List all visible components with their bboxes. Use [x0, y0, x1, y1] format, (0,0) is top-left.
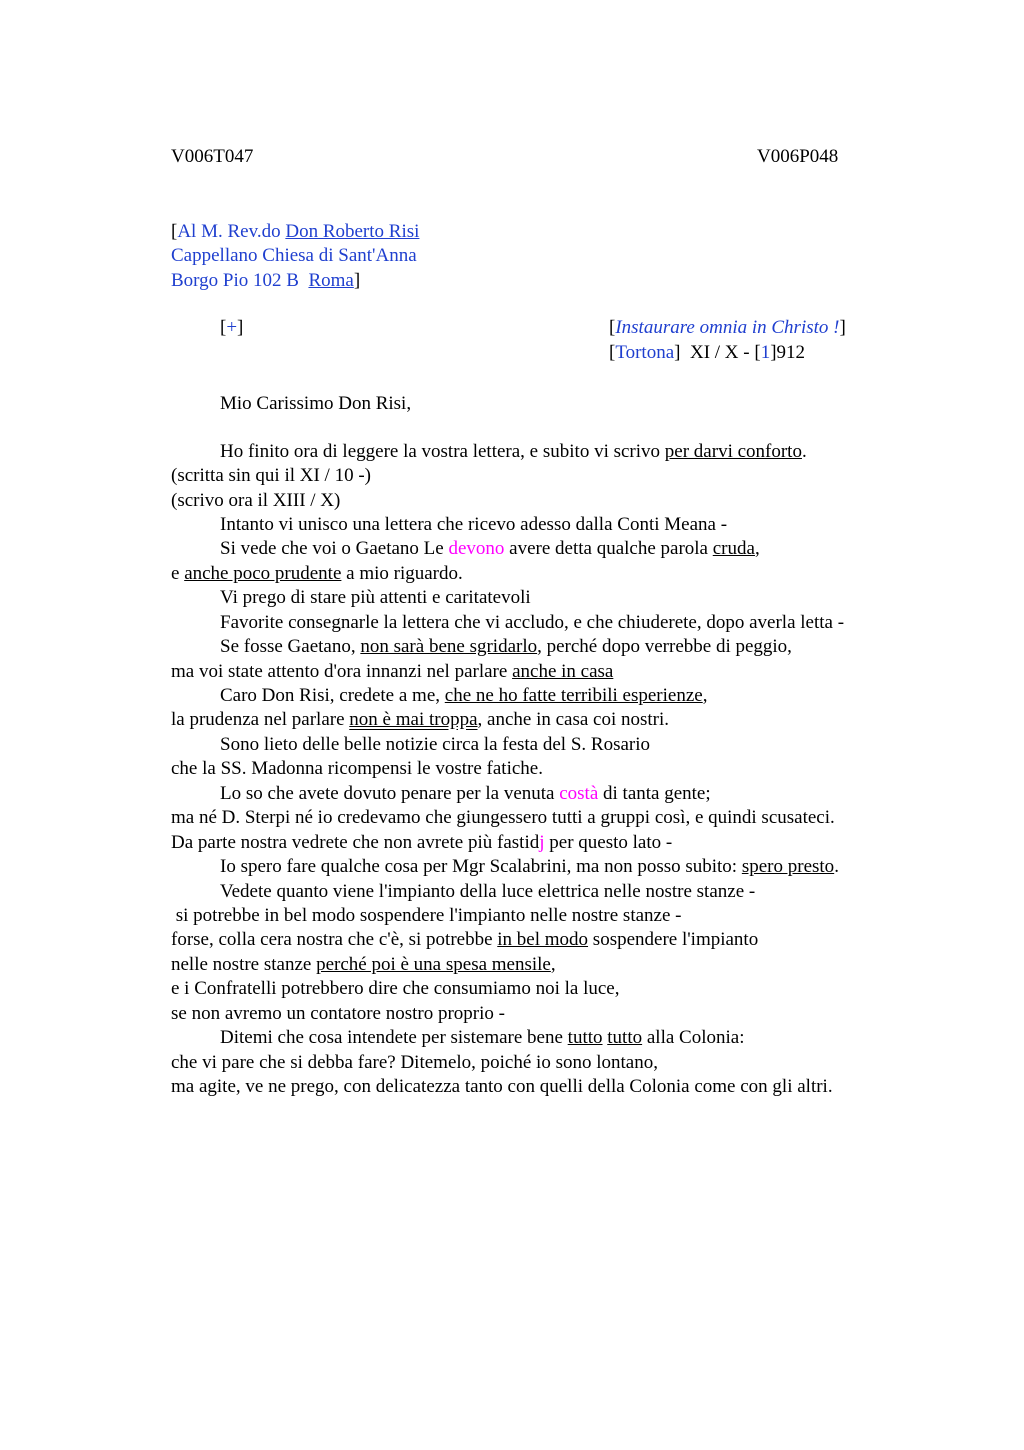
place-name: Tortona: [615, 342, 675, 363]
body-line-14: che la SS. Madonna ricompensi le vostre fatiche.: [171, 758, 543, 779]
body-line-15: Lo so che avete dovuto penare per la venuta costà di tanta gente;: [220, 783, 711, 804]
body-line-5: Si vede che voi o Gaetano Le devono avere detta qualche parola cruda,: [220, 538, 760, 559]
underlined-word: tutto: [607, 1027, 643, 1048]
underlined-phrase: per darvi conforto: [664, 441, 802, 462]
body-line-18: Io spero fare qualche cosa per Mgr Scalabrini, ma non posso subito: spero presto.: [220, 856, 839, 877]
body-line-20: si potrebbe in bel modo sospendere l'impianto nelle nostre stanze -: [171, 905, 682, 926]
underlined-phrase: spero presto: [741, 856, 835, 877]
correction-word: devono: [448, 538, 505, 559]
address-line-3: Borgo Pio 102 B Roma]: [171, 270, 361, 291]
date-digit: 1: [760, 342, 771, 363]
body-line-13: Sono lieto delle belle notizie circa la festa del S. Rosario: [220, 734, 651, 755]
body-line-24: se non avremo un contatore nostro proprio -: [171, 1003, 505, 1024]
underlined-phrase: non sarà bene sgridarlo: [360, 636, 538, 657]
volume-code-left: V006T047: [171, 146, 254, 167]
page-code-right: V006P048: [757, 146, 839, 167]
body-line-21: forse, colla cera nostra che c'è, si potrebbe in bel modo sospendere l'impianto: [171, 929, 759, 950]
body-line-19: Vedete quanto viene l'impianto della luce elettrica nelle nostre stanze -: [220, 881, 756, 902]
city-link[interactable]: Roma: [308, 270, 354, 291]
salutation: Mio Carissimo Don Risi,: [220, 393, 412, 414]
addressee-name-link[interactable]: Don Roberto Risi: [285, 221, 420, 242]
cross-mark: [+]: [220, 317, 244, 338]
body-line-2: (scritta sin qui il XI / 10 -): [171, 465, 371, 486]
date-text-1: XI / X - [: [680, 342, 761, 363]
body-line-7: Vi prego di stare più attenti e caritatevoli: [220, 587, 531, 608]
body-line-8: Favorite consegnarle la lettera che vi accludo, e che chiuderete, dopo averla letta -: [220, 612, 845, 633]
address-line-2: Cappellano Chiesa di Sant'Anna: [171, 245, 417, 266]
body-line-9: Se fosse Gaetano, non sarà bene sgridarlo, perché dopo verrebbe di peggio,: [220, 636, 792, 657]
body-line-1: Ho finito ora di leggere la vostra lettera, e subito vi scrivo per darvi conforto.: [220, 441, 807, 462]
street-address: Borgo Pio 102 B: [171, 270, 309, 291]
body-line-10: ma voi state attento d'ora innanzi nel parlare anche in casa: [171, 661, 614, 682]
body-line-4: Intanto vi unisco una lettera che ricevo adesso dalla Conti Meana -: [220, 514, 728, 535]
body-line-25: Ditemi che cosa intendete per sistemare bene tutto tutto alla Colonia:: [220, 1027, 745, 1048]
correction-word: costà: [559, 783, 599, 804]
body-line-3: (scrivo ora il XIII / X): [171, 490, 341, 511]
body-line-27: ma agite, ve ne prego, con delicatezza tanto con quelli della Colonia come con gli altri.: [171, 1076, 833, 1097]
date-text-2: ]912: [770, 342, 806, 363]
body-line-16: ma né D. Sterpi né io credevamo che giungessero tutti a gruppi così, e quindi scusateci.: [171, 807, 835, 828]
place-date: [Tortona] XI / X - [1]912: [609, 342, 806, 363]
underlined-phrase: che ne ho fatte terribili esperienze: [444, 685, 703, 706]
underlined-phrase: cruda: [712, 538, 755, 559]
cross-symbol: +: [226, 317, 238, 338]
body-line-23: e i Confratelli potrebbero dire che consumiamo noi la luce,: [171, 978, 620, 999]
underlined-word: tutto: [567, 1027, 603, 1048]
underlined-phrase: in bel modo: [497, 929, 589, 950]
body-line-22: nelle nostre stanze perché poi è una spesa mensile,: [171, 954, 556, 975]
underlined-phrase: anche in casa: [512, 661, 614, 682]
motto-text: Instaurare omnia in Christo !: [615, 317, 840, 338]
address-prefix: Al M. Rev.do: [177, 221, 286, 242]
correction-letter: j: [539, 832, 545, 853]
body-line-17: Da parte nostra vedrete che non avrete più fastidj per questo lato -: [171, 832, 673, 853]
motto: [Instaurare omnia in Christo !]: [609, 317, 846, 338]
body-line-11: Caro Don Risi, credete a me, che ne ho fatte terribili esperienze,: [220, 685, 708, 706]
body-line-12: la prudenza nel parlare non è mai troppa, anche in casa coi nostri.: [171, 709, 670, 730]
address-line-1: [Al M. Rev.do Don Roberto Risi: [171, 221, 420, 242]
body-line-6: e anche poco prudente a mio riguardo.: [171, 563, 463, 584]
underlined-phrase: perché poi è una spesa mensile: [316, 954, 551, 975]
double-underlined-phrase: non è mai troppa: [349, 709, 478, 730]
body-line-26: che vi pare che si debba fare? Ditemelo, poiché io sono lontano,: [171, 1052, 658, 1073]
underlined-phrase: anche poco prudente: [184, 563, 342, 584]
